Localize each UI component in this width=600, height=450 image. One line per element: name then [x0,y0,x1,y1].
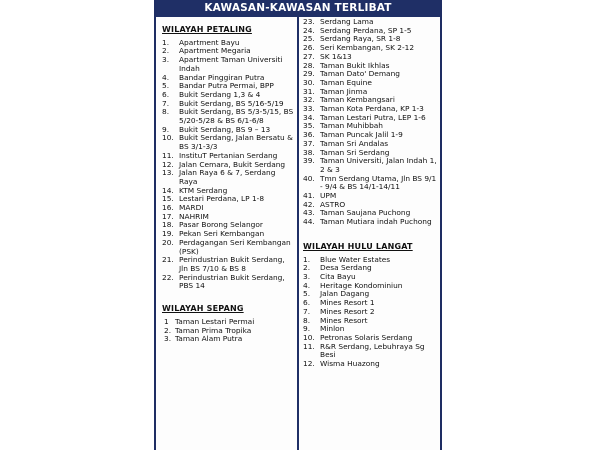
item-number: 4. [162,72,170,82]
item-text: Tmn Serdang Utama, Jln BS 9/1 - 9/4 & BS 14/1-14/11 [320,173,437,192]
item-number: 26. [303,43,315,53]
item-number: 18. [162,220,174,230]
item-text: Wisma Huazong [320,359,380,369]
item-number: 9. [303,324,311,334]
item-text: InstituT Pertanian Serdang [179,150,278,160]
item-number: 16. [162,203,174,213]
item-number: 3. [162,55,170,65]
item-number: 1. [303,254,311,264]
item-number: 20. [162,237,174,247]
section-title-sepang: WILAYAH SEPANG [162,304,244,314]
item-text: Perdagangan Seri Kembangan (PSK) [179,237,291,256]
item-text: Minlon [320,324,345,334]
item-text: Mines Resort 2 [320,306,375,316]
item-number: 3. [164,334,172,344]
item-text: Jalan Dagang [320,289,370,299]
item-number: 8. [303,315,311,325]
item-number: 17. [162,211,174,221]
item-text: Mines Resort 1 [320,298,375,308]
list-item [162,335,294,344]
item-text: KTM Serdang [179,185,228,195]
item-text: Mines Resort [320,315,368,325]
item-text: Taman Sri Serdang [320,147,390,157]
item-text: Bukit Serdang, BS 5/16-5/19 [179,98,284,108]
item-text: ASTRO [320,199,346,209]
item-number: 5. [303,289,311,299]
item-text: Taman Bukit Ikhlas [320,60,390,70]
item-number: 9. [162,124,170,134]
column-divider [297,17,299,450]
item-text: Taman Sri Andalas [320,138,389,148]
item-number: 7. [303,306,311,316]
item-number: 2. [164,325,172,335]
item-text: Jalan Raya 6 & 7, Serdang Raya [179,168,276,186]
item-text: Taman Kota Perdana, KP 1-3 [320,104,424,114]
list-item [162,56,294,73]
sepang-list [162,318,294,344]
item-text: Taman Alam Putra [175,334,243,344]
item-number: 13. [162,168,174,178]
item-text: Apartment Bayu [179,37,240,47]
list-item [303,218,440,227]
item-number: 22. [162,272,174,282]
item-number: 39. [303,156,315,166]
item-number: 31. [303,86,315,96]
item-text: Taman Kembangsari [320,95,395,105]
item-text: Bandar Putra Permai, BPP [179,81,274,91]
item-number: 3. [303,271,311,281]
item-number: 25. [303,34,315,44]
list-item [303,343,440,360]
item-number: 33. [303,104,315,114]
item-text: Bukit Serdang 1,3 & 4 [179,89,261,99]
right-column [303,18,440,369]
item-number: 8. [162,107,170,117]
item-number: 1 [164,316,169,326]
item-text: Taman Equine [320,77,372,87]
section-title-hulu-langat: WILAYAH HULU LANGAT [303,241,413,251]
left-column [162,26,294,344]
item-number: 32. [303,95,315,105]
item-number: 27. [303,51,315,61]
item-text: Taman Lestari Putra, LEP 1-6 [320,112,426,122]
item-number: 6. [303,298,311,308]
list-item [162,256,294,273]
item-text: Lestari Perdana, LP 1-8 [179,194,265,204]
item-text: Jalan Cemara, Bukit Serdang [179,159,286,169]
item-text: MARDI [179,203,204,213]
panel-header: KAWASAN-KAWASAN TERLIBAT [156,0,440,17]
item-number: 42. [303,199,315,209]
item-text: Taman Prima Tropika [175,325,252,335]
list-item [303,157,440,174]
item-number: 36. [303,130,315,140]
item-text: Bukit Serdang, Jalan Bersatu & BS 3/1-3/3 [179,133,293,152]
item-number: 12. [303,359,315,369]
item-number: 10. [303,332,315,342]
list-item [162,108,294,125]
list-item [162,169,294,186]
item-number: 43. [303,208,315,218]
item-number: 11. [303,341,315,351]
item-text: Bandar Pinggiran Putra [179,72,265,82]
item-number: 37. [303,138,315,148]
item-text: Taman Dato' Demang [320,69,400,79]
item-number: 4. [303,280,311,290]
item-text: Pasar Borong Selangor [179,220,263,230]
item-text: Bukit Serdang, BS 5/3-5/15, BS 5/20-5/28 & BS 6/1-6/8 [179,107,294,126]
item-text: Perindustrian Bukit Serdang, Jln BS 7/10 & BS 8 [179,255,285,273]
item-number: 35. [303,121,315,131]
item-text: Taman Saujana Puchong [320,208,411,218]
item-number: 40. [303,173,315,183]
section-title-petaling: WILAYAH PETALING [162,25,252,34]
item-number: 41. [303,191,315,201]
item-text: Petronas Solaris Serdang [320,332,413,342]
item-text: Desa Serdang [320,263,372,273]
item-text: Bukit Serdang, BS 9 – 13 [179,124,271,134]
item-number: 28. [303,60,315,70]
item-number: 7. [162,98,170,108]
item-number: 21. [162,255,174,265]
item-number: 12. [162,159,174,169]
item-text: SK 1&13 [320,51,352,61]
item-number: 24. [303,25,315,35]
petaling-list-left [162,39,294,291]
item-text: Cita Bayu [320,271,356,281]
item-text: Blue Water Estates [320,254,391,264]
item-text: Serdang Lama [320,17,374,26]
item-text: R&R Serdang, Lebuhraya Sg Besi [320,341,425,360]
item-number: 2. [303,263,311,273]
item-number: 38. [303,147,315,157]
hulu-langat-list [303,256,440,369]
item-text: Heritage Kondominiun [320,280,403,290]
item-text: Pekan Seri Kembangan [179,229,265,239]
item-number: 14. [162,185,174,195]
item-number: 6. [162,89,170,99]
item-number: 11. [162,150,174,160]
item-text: Seri Kembangan, SK 2-12 [320,43,415,53]
list-item [303,360,440,369]
petaling-list-right [303,18,440,227]
item-number: 23. [303,17,315,26]
areas-panel [154,0,442,450]
item-text: Taman Muhibbah [320,121,383,131]
item-text: Taman Jinma [320,86,368,96]
item-number: 1. [162,37,170,47]
item-number: 30. [303,77,315,87]
item-text: Serdang Raya, SR 1-8 [320,34,401,44]
item-text: Apartment Megaria [179,46,251,56]
list-item [303,175,440,192]
item-number: 5. [162,81,170,91]
item-number: 2. [162,46,170,56]
item-number: 19. [162,229,174,239]
item-text: Taman Mutiara indah Puchong [320,217,432,227]
item-text: Perindustrian Bukit Serdang, PBS 14 [179,272,285,291]
list-item [162,239,294,256]
item-number: 44. [303,217,315,227]
item-text: Apartment Taman Universiti Indah [179,55,283,73]
list-item [162,134,294,151]
item-text: Taman Universiti, Jalan Indah 1, 2 & 3 [320,156,437,174]
item-number: 34. [303,112,315,122]
item-number: 10. [162,133,174,143]
list-item [162,274,294,291]
item-text: Taman Puncak Jalil 1-9 [320,130,403,140]
item-text: Serdang Perdana, SP 1-5 [320,25,412,35]
item-number: 15. [162,194,174,204]
item-text: Taman Lestari Permai [175,316,255,326]
item-number: 29. [303,69,315,79]
item-text: NAHRIM [179,211,209,221]
item-text: UPM [320,191,337,201]
